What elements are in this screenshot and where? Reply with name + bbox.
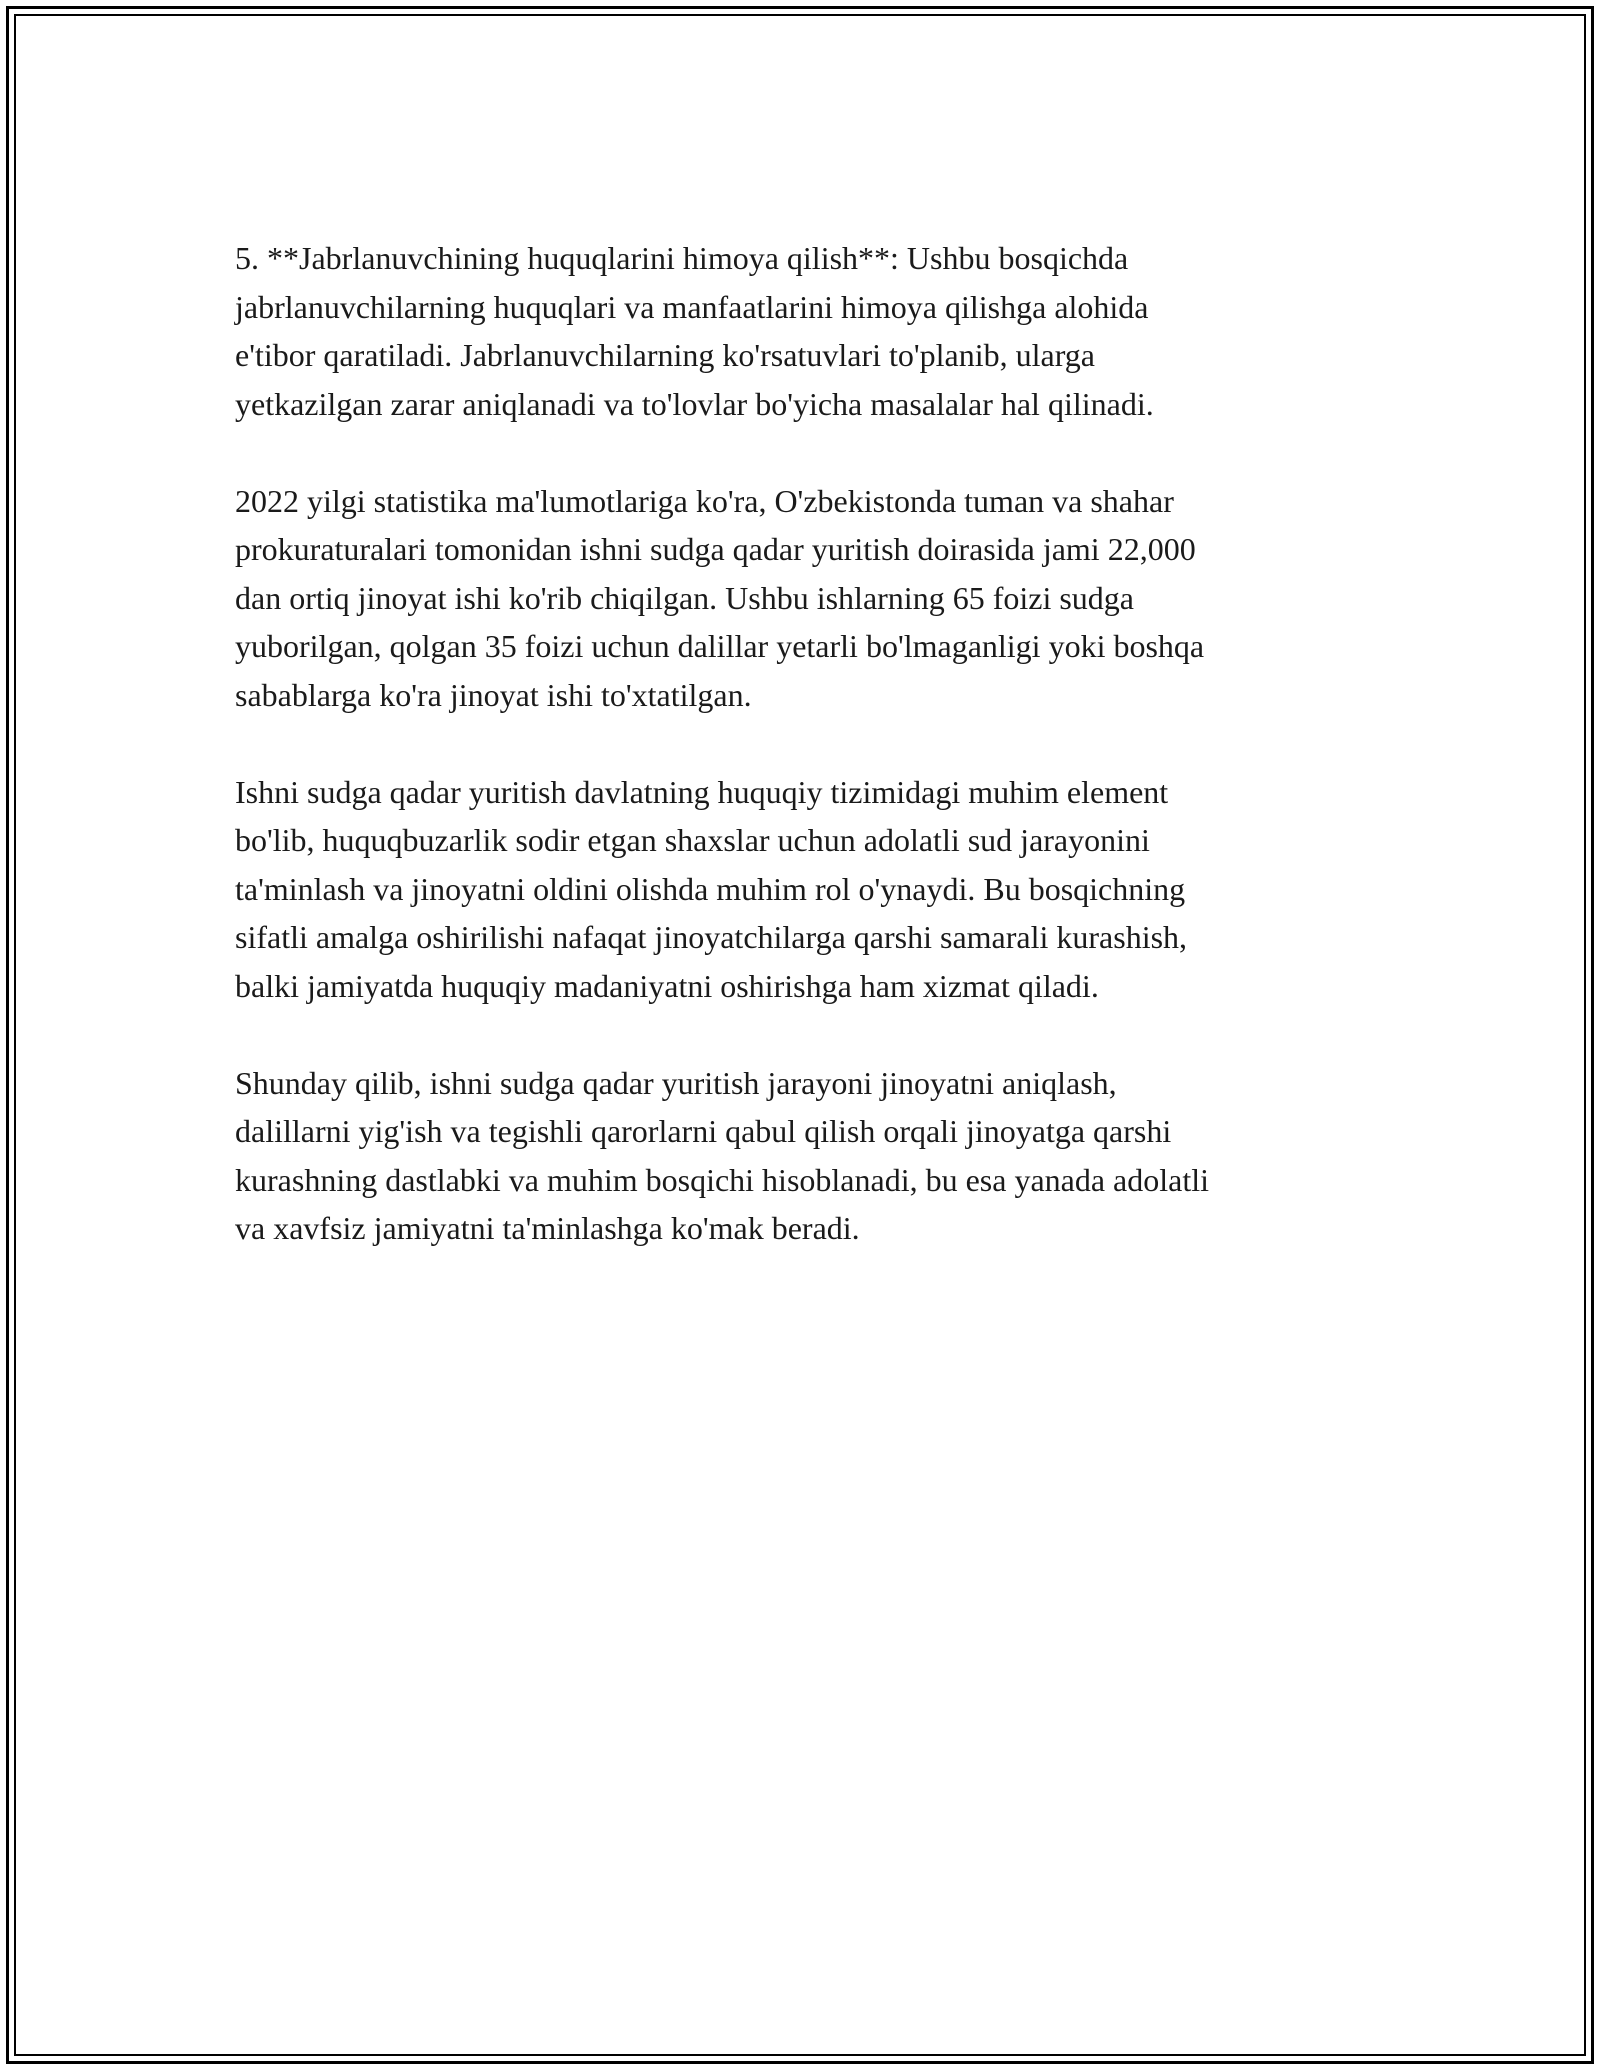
text-line: balki jamiyatda huquqiy madaniyatni oshirishga ham xizmat qiladi.: [235, 967, 1099, 1004]
text-line: jabrlanuvchilarning huquqlari va manfaatlarini himoya qilishga alohida: [235, 288, 1149, 325]
text-line: dan ortiq jinoyat ishi ko'rib chiqilgan. Ushbu ishlarning 65 foizi sudga: [235, 579, 1134, 616]
text-line: dalillarni yig'ish va tegishli qarorlarni qabul qilish orqali jinoyatga qarshi: [235, 1113, 1172, 1149]
text-line: e'tibor qaratiladi. Jabrlanuvchilarning ko'rsatuvlari to'planib, ularga: [235, 337, 1095, 373]
text-line: 2022 yilgi statistika ma'lumotlariga ko'ra, O'zbekistonda tuman va shahar: [235, 482, 1174, 519]
text-line: bo'lib, huquqbuzarlik sodir etgan shaxslar uchun adolatli sud jarayonini: [235, 822, 1150, 858]
text-line: yetkazilgan zarar aniqlanadi va to'lovlar bo'yicha masalalar hal qilinadi.: [235, 385, 1154, 422]
document-body: [235, 234, 1365, 1301]
paragraph-importance: [235, 768, 1365, 1011]
text-line: sabablarga ko'ra jinoyat ishi to'xtatilgan.: [235, 676, 752, 713]
text-line: kurashning dastlabki va muhim bosqichi hisoblanadi, bu esa yanada adolatli: [235, 1161, 1210, 1198]
text-line: Ishni sudga qadar yuritish davlatning huquqiy tizimidagi muhim element: [235, 773, 1169, 810]
paragraph-conclusion: [235, 1059, 1365, 1253]
text-line: Shunday qilib, ishni sudga qadar yuritish jarayoni jinoyatni aniqlash,: [235, 1064, 1117, 1101]
text-line: ta'minlash va jinoyatni oldini olishda muhim rol o'ynaydi. Bu bosqichning: [235, 870, 1186, 907]
text-line: 5. **Jabrlanuvchining huquqlarini himoya qilish**: Ushbu bosqichda: [235, 240, 1129, 276]
paragraph-victim-rights: [235, 234, 1365, 428]
paragraph-statistics: [235, 477, 1365, 720]
text-line: va xavfsiz jamiyatni ta'minlashga ko'mak beradi.: [235, 1210, 860, 1246]
text-line: yuborilgan, qolgan 35 foizi uchun dalillar yetarli bo'lmaganligi yoki boshqa: [235, 628, 1205, 664]
text-line: prokuraturalari tomonidan ishni sudga qadar yuritish doirasida jami 22,000: [235, 531, 1196, 567]
text-line: sifatli amalga oshirilishi nafaqat jinoyatchilarga qarshi samarali kurashish,: [235, 919, 1188, 955]
